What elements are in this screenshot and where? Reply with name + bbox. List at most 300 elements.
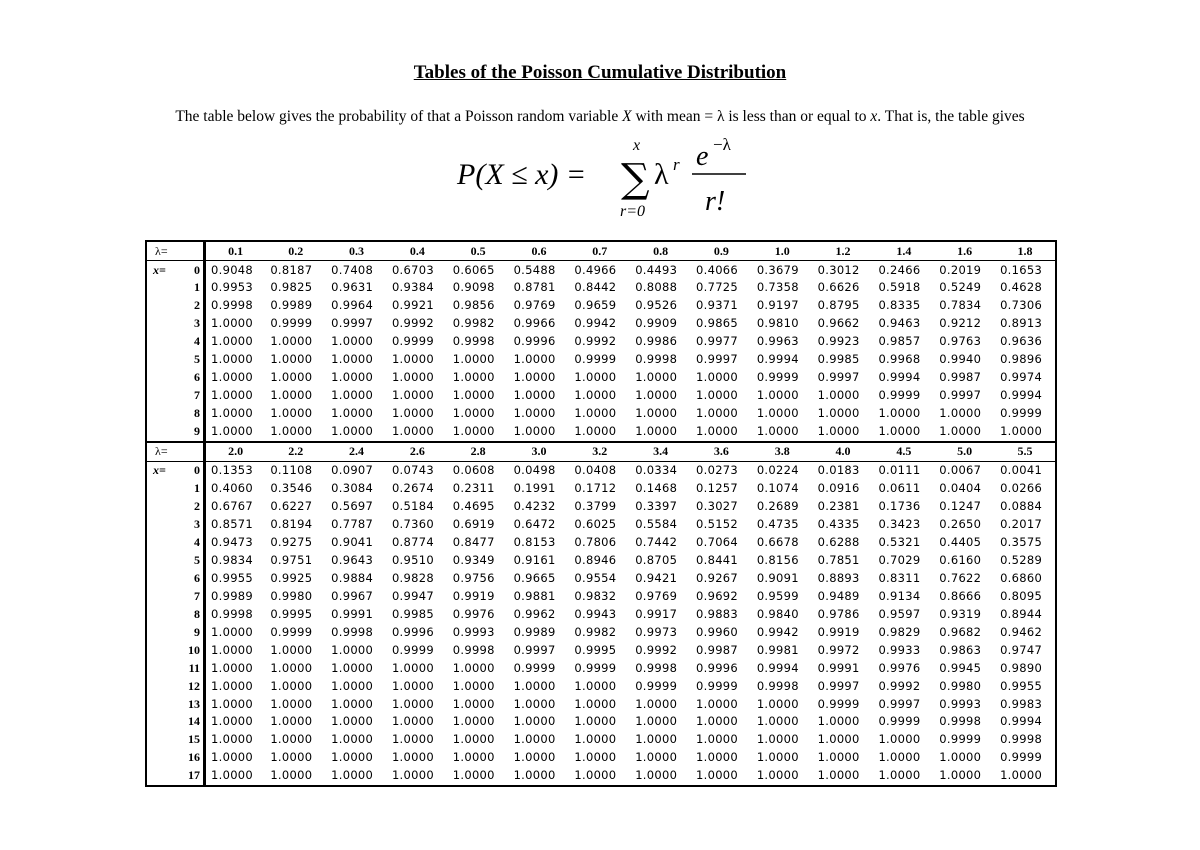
- probability-cell: 1.0000: [878, 768, 921, 783]
- probability-cell: 1.0000: [331, 768, 374, 783]
- title-text: Tables of the Poisson Cumulative Distribution: [413, 62, 787, 83]
- probability-cell: 0.0404: [939, 481, 982, 496]
- probability-cell: 0.6065: [452, 262, 495, 277]
- x-label-cell: [146, 695, 205, 713]
- formula-denominator: r!: [705, 186, 726, 217]
- probability-cell: 0.0224: [756, 463, 799, 478]
- x-label-cell: [146, 333, 205, 351]
- probability-cell: 0.8913: [1000, 316, 1043, 331]
- table-row: [146, 387, 1056, 405]
- x-value: 9: [194, 424, 200, 439]
- probability-cell: 0.4735: [756, 517, 799, 531]
- probability-cell: 1.0000: [452, 678, 495, 693]
- probability-cell: 0.9993: [452, 624, 495, 639]
- probability-cell: 0.9987: [696, 642, 739, 657]
- probability-cell: 0.0608: [452, 463, 495, 478]
- probability-cell: 0.8893: [817, 570, 860, 585]
- probability-cell: 0.5697: [331, 499, 374, 514]
- probability-cell: 1.0000: [939, 768, 982, 783]
- probability-cell: 0.9999: [1000, 406, 1043, 421]
- probability-cell: 0.0408: [574, 463, 617, 478]
- x-label-cell: [146, 767, 205, 786]
- probability-cell: 0.9997: [696, 352, 739, 367]
- probability-cell: 0.9992: [391, 316, 434, 331]
- probability-cell: 1.0000: [574, 388, 617, 403]
- probability-cell: 0.0334: [635, 463, 678, 478]
- probability-cell: 0.2466: [878, 262, 921, 277]
- probability-cell: 0.9999: [756, 370, 799, 385]
- probability-cell: 1.0000: [817, 714, 860, 729]
- probability-cell: 0.9865: [696, 316, 739, 331]
- probability-cell: 1.0000: [270, 660, 313, 675]
- probability-cell: 0.4493: [635, 262, 678, 277]
- formula-numerator-exponent: −λ: [713, 135, 731, 154]
- probability-cell: 1.0000: [452, 732, 495, 747]
- table-row: [146, 297, 1056, 315]
- probability-cell: 0.9994: [756, 352, 799, 367]
- probability-cell: 0.9976: [878, 660, 921, 675]
- probability-cell: 1.0000: [211, 406, 254, 421]
- probability-cell: 0.8194: [270, 517, 313, 531]
- x-value: 1: [194, 280, 200, 295]
- probability-cell: 0.9747: [1000, 642, 1043, 657]
- probability-cell: 1.0000: [574, 750, 617, 765]
- probability-cell: 1.0000: [635, 750, 678, 765]
- x-label-cell: [146, 423, 205, 442]
- probability-cell: 0.8666: [939, 588, 982, 603]
- probability-cell: 0.9756: [452, 570, 495, 585]
- probability-cell: 1.0000: [452, 714, 495, 729]
- probability-cell: 0.9883: [696, 606, 739, 621]
- probability-cell: 1.0000: [756, 406, 799, 421]
- probability-cell: 0.9962: [513, 606, 556, 621]
- probability-cell: 0.7851: [817, 552, 860, 567]
- probability-cell: 0.3423: [878, 517, 921, 531]
- probability-cell: 0.9999: [939, 732, 982, 747]
- x-label-cell: [146, 587, 205, 605]
- probability-cell: 1.0000: [211, 732, 254, 747]
- probability-cell: 0.6626: [817, 280, 860, 295]
- probability-cell: 0.9998: [211, 606, 254, 621]
- probability-cell: 0.3679: [756, 262, 799, 277]
- probability-cell: 0.9510: [391, 552, 434, 567]
- probability-cell: 0.9919: [452, 588, 495, 603]
- probability-cell: 0.9999: [270, 624, 313, 639]
- x-value: 2: [194, 298, 200, 313]
- probability-cell: 0.0916: [817, 481, 860, 496]
- probability-cell: 0.9659: [574, 298, 617, 313]
- probability-cell: 0.0067: [939, 463, 982, 478]
- probability-cell: 1.0000: [635, 370, 678, 385]
- probability-cell: 1.0000: [513, 352, 556, 367]
- probability-cell: 1.0000: [391, 424, 434, 439]
- lambda-header-cell: 1.0: [752, 241, 813, 261]
- probability-cell: 1.0000: [756, 750, 799, 765]
- probability-cell: 1.0000: [696, 732, 739, 747]
- formula-power: r: [673, 155, 680, 174]
- probability-cell: 0.9834: [211, 552, 254, 567]
- probability-cell: 0.9999: [635, 678, 678, 693]
- table-row: [146, 551, 1056, 569]
- probability-cell: 0.9940: [939, 352, 982, 367]
- probability-cell: 0.0041: [1000, 463, 1043, 478]
- probability-cell: 0.8095: [1000, 588, 1043, 603]
- x-value: 7: [194, 588, 200, 603]
- probability-cell: 0.9998: [1000, 732, 1043, 747]
- lambda-header-cell: 0.4: [387, 241, 448, 261]
- x-value: 16: [188, 750, 200, 765]
- table-row: [146, 261, 1056, 279]
- lambda-header-cell: 0.3: [326, 241, 387, 261]
- probability-cell: 1.0000: [331, 660, 374, 675]
- x-value: 4: [194, 334, 200, 349]
- x-label-cell: [146, 516, 205, 534]
- probability-cell: 0.2689: [756, 499, 799, 514]
- probability-cell: 1.0000: [331, 732, 374, 747]
- x-value: 9: [194, 624, 200, 639]
- probability-cell: 1.0000: [270, 388, 313, 403]
- probability-cell: 1.0000: [211, 388, 254, 403]
- probability-cell: 0.3084: [331, 481, 374, 496]
- lambda-header-row: [146, 241, 1056, 261]
- table-row: [146, 461, 1056, 479]
- probability-cell: 1.0000: [1000, 424, 1043, 439]
- intro-part3: . That is, the table gives: [877, 108, 1025, 125]
- x-prefix-label: x=: [153, 262, 166, 277]
- lambda-header-cell: 5.0: [934, 442, 995, 462]
- probability-cell: 1.0000: [391, 714, 434, 729]
- probability-cell: 0.9463: [878, 316, 921, 331]
- probability-cell: 0.9526: [635, 298, 678, 313]
- probability-cell: 0.9996: [696, 660, 739, 675]
- x-value: 5: [194, 552, 200, 567]
- probability-cell: 1.0000: [635, 388, 678, 403]
- x-label-cell: [146, 731, 205, 749]
- probability-cell: 1.0000: [635, 424, 678, 439]
- probability-cell: 1.0000: [391, 352, 434, 367]
- probability-cell: 0.4628: [1000, 280, 1043, 295]
- x-value: 15: [188, 732, 200, 747]
- probability-cell: 0.6678: [756, 534, 799, 549]
- probability-cell: 0.9999: [878, 714, 921, 729]
- x-value: 13: [188, 696, 200, 711]
- probability-cell: 1.0000: [270, 732, 313, 747]
- probability-cell: 1.0000: [391, 388, 434, 403]
- x-label-cell: [146, 261, 205, 279]
- probability-cell: 0.2381: [817, 499, 860, 514]
- x-value: 14: [188, 714, 200, 729]
- probability-cell: 0.9994: [1000, 388, 1043, 403]
- lambda-header-cell: 2.0: [205, 442, 266, 462]
- probability-cell: 1.0000: [452, 352, 495, 367]
- x-value: 17: [188, 768, 200, 783]
- probability-cell: 0.2674: [391, 481, 434, 496]
- probability-cell: 0.9665: [513, 570, 556, 585]
- probability-cell: 1.0000: [756, 768, 799, 783]
- lambda-header-cell: 0.2: [265, 241, 326, 261]
- probability-cell: 0.9041: [331, 534, 374, 549]
- probability-cell: 0.9942: [756, 624, 799, 639]
- probability-cell: 0.0111: [878, 463, 921, 478]
- probability-cell: 0.9972: [817, 642, 860, 657]
- probability-cell: 1.0000: [513, 768, 556, 783]
- x-label-cell: [146, 569, 205, 587]
- x-label-cell: [146, 659, 205, 677]
- probability-cell: 0.9786: [817, 606, 860, 621]
- x-label-cell: [146, 677, 205, 695]
- probability-cell: 1.0000: [635, 696, 678, 711]
- probability-cell: 1.0000: [452, 660, 495, 675]
- probability-cell: 0.9763: [939, 334, 982, 349]
- probability-cell: 0.9998: [452, 642, 495, 657]
- x-label-cell: [146, 461, 205, 479]
- probability-cell: 0.9829: [878, 624, 921, 639]
- poisson-table: [145, 240, 1057, 787]
- probability-cell: 0.9993: [939, 696, 982, 711]
- probability-cell: 0.9896: [1000, 352, 1043, 367]
- probability-cell: 1.0000: [270, 696, 313, 711]
- probability-cell: 0.9982: [574, 624, 617, 639]
- x-value: 6: [194, 370, 200, 385]
- probability-cell: 1.0000: [817, 750, 860, 765]
- lambda-header-cell: 2.8: [448, 442, 509, 462]
- probability-cell: 1.0000: [270, 750, 313, 765]
- probability-cell: 0.6227: [270, 499, 313, 514]
- probability-cell: 1.0000: [270, 714, 313, 729]
- x-label-cell: [146, 315, 205, 333]
- probability-cell: 1.0000: [817, 388, 860, 403]
- probability-cell: 0.8441: [696, 552, 739, 567]
- probability-cell: 1.0000: [211, 642, 254, 657]
- probability-cell: 1.0000: [331, 750, 374, 765]
- lambda-label-text: λ=: [155, 444, 168, 459]
- x-label-cell: [146, 498, 205, 516]
- probability-cell: 0.5152: [696, 517, 739, 531]
- lambda-header-cell: 0.7: [569, 241, 630, 261]
- probability-cell: 1.0000: [513, 678, 556, 693]
- probability-cell: 0.6767: [211, 499, 254, 514]
- probability-cell: 1.0000: [756, 424, 799, 439]
- lambda-header-cell: 4.0: [813, 442, 874, 462]
- probability-cell: 0.8477: [452, 534, 495, 549]
- x-label-cell: [146, 605, 205, 623]
- probability-cell: 0.8795: [817, 298, 860, 313]
- table-row: [146, 315, 1056, 333]
- lambda-header-cell: 3.6: [691, 442, 752, 462]
- probability-cell: 1.0000: [756, 388, 799, 403]
- probability-cell: 0.2311: [452, 481, 495, 496]
- probability-cell: 1.0000: [878, 406, 921, 421]
- lambda-label-text: λ=: [155, 243, 168, 258]
- probability-cell: 0.9992: [635, 642, 678, 657]
- lambda-header-cell: 2.2: [265, 442, 326, 462]
- probability-cell: 0.9999: [391, 334, 434, 349]
- probability-cell: 0.9997: [939, 388, 982, 403]
- probability-cell: 1.0000: [756, 714, 799, 729]
- probability-cell: 1.0000: [331, 406, 374, 421]
- probability-cell: 1.0000: [211, 424, 254, 439]
- probability-cell: 0.9856: [452, 298, 495, 313]
- probability-cell: 0.9998: [756, 678, 799, 693]
- probability-cell: 1.0000: [452, 696, 495, 711]
- probability-cell: 0.7064: [696, 534, 739, 549]
- x-label-cell: [146, 405, 205, 423]
- probability-cell: 0.9985: [391, 606, 434, 621]
- probability-cell: 0.9134: [878, 588, 921, 603]
- probability-cell: 0.9994: [756, 660, 799, 675]
- probability-cell: 0.5584: [635, 517, 678, 531]
- probability-cell: 0.0907: [331, 463, 374, 478]
- probability-cell: 0.9682: [939, 624, 982, 639]
- probability-cell: 0.9462: [1000, 624, 1043, 639]
- probability-cell: 0.9955: [1000, 678, 1043, 693]
- x-label-cell: [146, 279, 205, 297]
- probability-cell: 0.9996: [513, 334, 556, 349]
- probability-cell: 0.9371: [696, 298, 739, 313]
- probability-cell: 0.8187: [270, 262, 313, 277]
- probability-cell: 1.0000: [211, 768, 254, 783]
- probability-cell: 0.9998: [635, 660, 678, 675]
- lambda-header-row: [146, 442, 1056, 462]
- probability-cell: 1.0000: [574, 370, 617, 385]
- probability-cell: 0.4066: [696, 262, 739, 277]
- probability-cell: 0.8774: [391, 534, 434, 549]
- x-label-cell: [146, 551, 205, 569]
- table-row: [146, 713, 1056, 731]
- probability-cell: 0.9825: [270, 280, 313, 295]
- table-row: [146, 405, 1056, 423]
- probability-cell: 0.9989: [270, 298, 313, 313]
- probability-cell: 0.8088: [635, 280, 678, 295]
- x-prefix-label: x=: [153, 463, 166, 478]
- probability-cell: 0.9631: [331, 280, 374, 295]
- probability-cell: 0.9983: [1000, 696, 1043, 711]
- probability-cell: 0.8781: [513, 280, 556, 295]
- table-row: [146, 623, 1056, 641]
- probability-cell: 0.9945: [939, 660, 982, 675]
- table-row: [146, 731, 1056, 749]
- lambda-header-cell: 0.6: [509, 241, 570, 261]
- probability-cell: 1.0000: [513, 388, 556, 403]
- x-label-cell: [146, 713, 205, 731]
- probability-cell: 1.0000: [696, 424, 739, 439]
- table-row: [146, 516, 1056, 534]
- probability-cell: 0.9863: [939, 642, 982, 657]
- probability-cell: 0.9917: [635, 606, 678, 621]
- probability-cell: 0.8335: [878, 298, 921, 313]
- x-label-cell: [146, 641, 205, 659]
- probability-cell: 0.2017: [1000, 517, 1043, 531]
- probability-cell: 0.1257: [696, 481, 739, 496]
- probability-cell: 0.9964: [331, 298, 374, 313]
- probability-cell: 0.9473: [211, 534, 254, 549]
- x-value: 1: [194, 481, 200, 496]
- probability-cell: 1.0000: [211, 678, 254, 693]
- probability-cell: 1.0000: [211, 660, 254, 675]
- probability-cell: 0.0498: [513, 463, 556, 478]
- lambda-header-cell: 1.4: [873, 241, 934, 261]
- probability-cell: 1.0000: [391, 406, 434, 421]
- probability-cell: 0.7029: [878, 552, 921, 567]
- probability-cell: 0.6860: [1000, 570, 1043, 585]
- probability-cell: 1.0000: [452, 424, 495, 439]
- probability-cell: 0.7834: [939, 298, 982, 313]
- x-value: 3: [194, 517, 200, 531]
- probability-cell: 1.0000: [391, 732, 434, 747]
- probability-cell: 1.0000: [574, 768, 617, 783]
- probability-cell: 0.1247: [939, 499, 982, 514]
- probability-cell: 0.9662: [817, 316, 860, 331]
- x-value: 4: [194, 534, 200, 549]
- probability-cell: 0.9098: [452, 280, 495, 295]
- probability-cell: 0.9991: [817, 660, 860, 675]
- x-label-cell: [146, 387, 205, 405]
- probability-cell: 0.9997: [513, 642, 556, 657]
- x-value: 10: [188, 642, 200, 657]
- probability-cell: 0.0183: [817, 463, 860, 478]
- table-row: [146, 480, 1056, 498]
- probability-cell: 0.1736: [878, 499, 921, 514]
- probability-cell: 1.0000: [270, 768, 313, 783]
- probability-cell: 1.0000: [635, 768, 678, 783]
- probability-cell: 0.9947: [391, 588, 434, 603]
- probability-cell: 0.9636: [1000, 334, 1043, 349]
- probability-cell: 0.0266: [1000, 481, 1043, 496]
- probability-cell: 1.0000: [635, 732, 678, 747]
- x-value: 0: [194, 262, 200, 277]
- probability-cell: 0.9919: [817, 624, 860, 639]
- probability-cell: 1.0000: [211, 624, 254, 639]
- probability-cell: 1.0000: [452, 406, 495, 421]
- probability-cell: 0.5289: [1000, 552, 1043, 567]
- lambda-header-cell: 0.1: [205, 241, 266, 261]
- lambda-header-cell: 1.2: [813, 241, 874, 261]
- probability-cell: 0.9933: [878, 642, 921, 657]
- probability-cell: 0.9982: [452, 316, 495, 331]
- lambda-header-cell: 0.9: [691, 241, 752, 261]
- probability-cell: 1.0000: [696, 714, 739, 729]
- probability-cell: 1.0000: [331, 696, 374, 711]
- probability-cell: 1.0000: [211, 696, 254, 711]
- probability-cell: 1.0000: [331, 352, 374, 367]
- table-row: [146, 605, 1056, 623]
- probability-cell: 0.1468: [635, 481, 678, 496]
- probability-cell: 1.0000: [270, 424, 313, 439]
- probability-cell: 1.0000: [331, 334, 374, 349]
- probability-cell: 1.0000: [939, 750, 982, 765]
- intro-part2: with mean = λ is less than or equal to: [631, 108, 871, 125]
- probability-cell: 1.0000: [513, 750, 556, 765]
- probability-cell: 0.9994: [1000, 714, 1043, 729]
- probability-cell: 0.1712: [574, 481, 617, 496]
- probability-cell: 0.9267: [696, 570, 739, 585]
- x-label-cell: [146, 351, 205, 369]
- probability-cell: 1.0000: [391, 370, 434, 385]
- probability-cell: 1.0000: [817, 732, 860, 747]
- probability-cell: 0.9999: [1000, 750, 1043, 765]
- x-value: 11: [188, 660, 200, 675]
- probability-cell: 0.3799: [574, 499, 617, 514]
- probability-cell: 0.5918: [878, 280, 921, 295]
- probability-cell: 0.9998: [211, 298, 254, 313]
- probability-cell: 0.9197: [756, 298, 799, 313]
- probability-cell: 1.0000: [391, 750, 434, 765]
- x-label-cell: [146, 297, 205, 315]
- probability-cell: 0.4695: [452, 499, 495, 514]
- probability-cell: 0.9769: [635, 588, 678, 603]
- probability-cell: 0.9980: [939, 678, 982, 693]
- probability-cell: 0.8944: [1000, 606, 1043, 621]
